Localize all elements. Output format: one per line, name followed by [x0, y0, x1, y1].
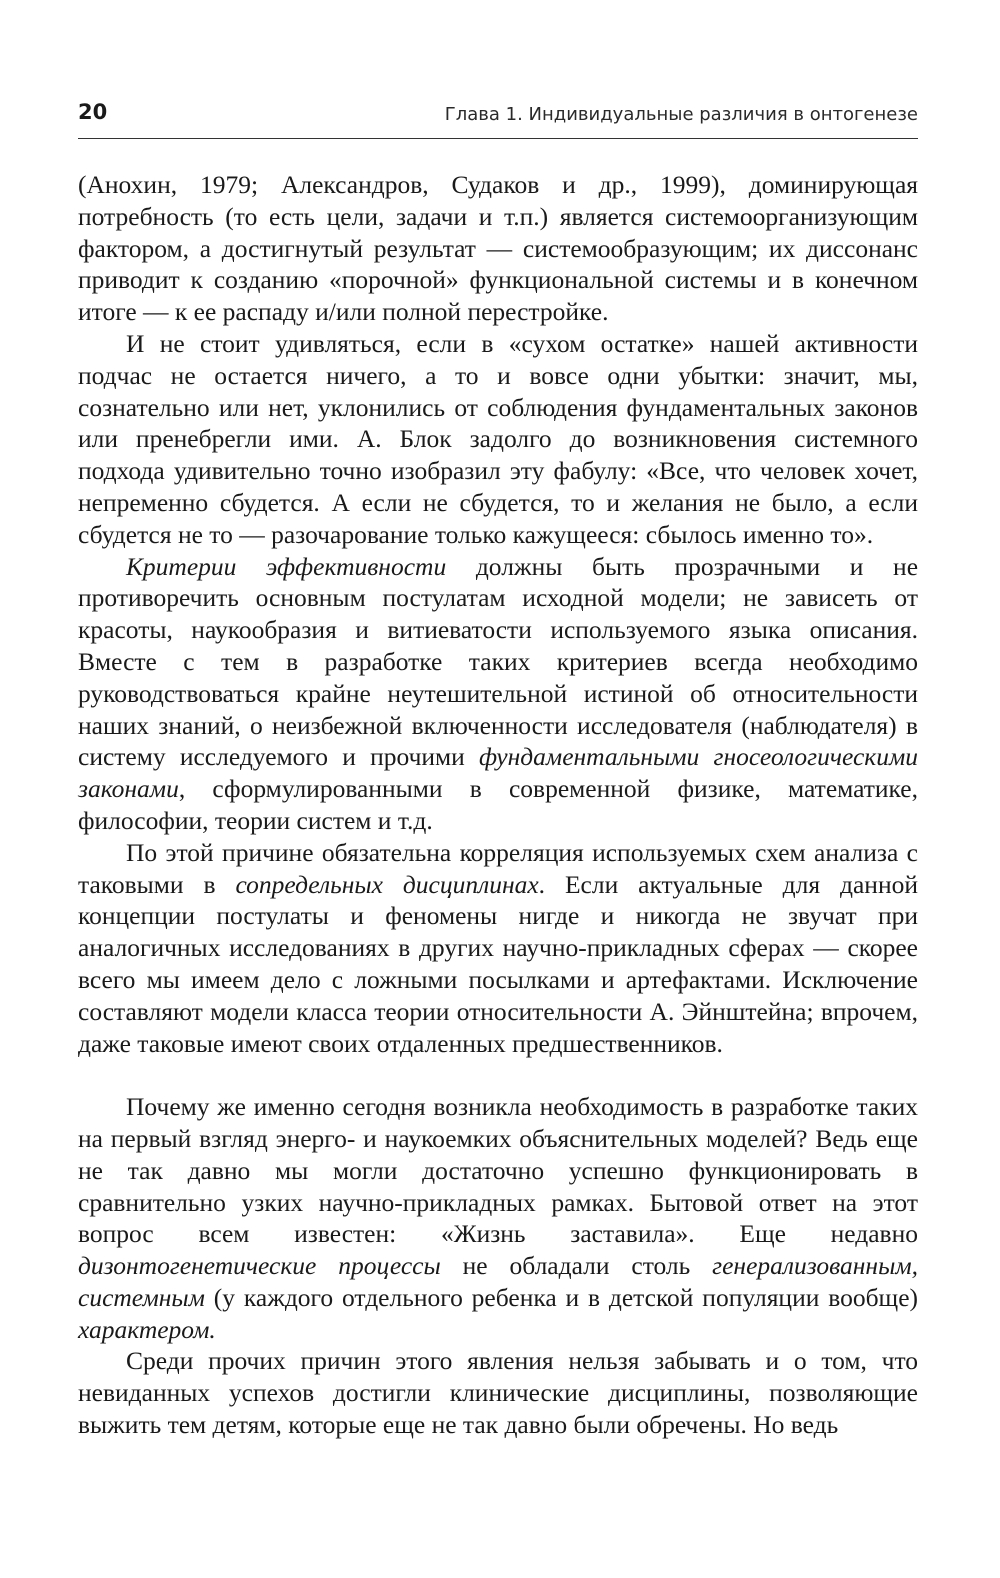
text-run: должны быть прозрачными и не противоречить основным постулатам исходной модели; не зависеть от красоты, наукообразия и витиеватости используемого языка описания. Вместе с тем в разработке таких критериев всегда необходимо руководствоваться крайне неутешительной истиной об относительности наших знаний, о неизбежной включенности исследователя (наблюдателя) в систему исследуемого и прочими [78, 551, 919, 772]
text-run: не обладали столь [440, 1251, 713, 1281]
chapter-running-title: Глава 1. Индивидуальные различия в онтогенезе [444, 104, 918, 125]
paragraph-2 [78, 328, 918, 551]
text-run: (Анохин, 1979; Александров, Судаков и др., 1999), доминирующая потребность (то есть цели, задачи и т.п.) является системоорганизующим фактором, а достигнутый результат — системообразующим; их диссонанс приводит к созданию «порочной» функциональной системы и в конечном итоге — к ее распаду и/или полной перестройке. [78, 170, 918, 327]
italic-term: Критерии эффективности [126, 551, 447, 581]
page-number: 20 [78, 100, 108, 124]
italic-term: сопредельных дисциплинах [235, 869, 539, 899]
page-header [78, 98, 918, 139]
text-run: , сформулированными в современной физике, математике, философии, теории систем и т.д. [78, 774, 918, 835]
body-text [78, 169, 918, 1441]
paragraph-1 [78, 169, 918, 328]
paragraph-4 [78, 837, 918, 1060]
italic-term: дизонтогенетические процессы [78, 1251, 441, 1281]
paragraph-5 [78, 1091, 918, 1345]
italic-term: фундаментальными гносеологическими законами [78, 742, 918, 804]
text-run: И не стоит удивляться, если в «сухом остатке» нашей активности подчас не остается ничего, а то и вовсе одни убытки: значит, мы, сознательно или нет, уклонились от соблюдения фундаментальных законов или пренебрегли ими. А. Блок задолго до возникновения системного подхода удивительно точно изобразил эту фабулу: «Все, что человек хочет, непременно сбудется. А если не сбудется, то и желания не было, а если сбудется не то — разочарование только кажущееся: сбылось именно то». [78, 328, 918, 549]
text-run: По этой причине обязательна корреляция используемых схем анализа с таковыми в [78, 837, 918, 899]
paragraph-6 [78, 1345, 918, 1440]
paragraph-3 [78, 551, 918, 837]
italic-term: генерализованным, системным [78, 1251, 918, 1312]
text-run: Среди прочих причин этого явления нельзя забывать и о том, что невиданных успехов достигли клинические дисциплины, позволяющие выжить тем детям, которые еще не так давно были обречены. Но ведь [78, 1346, 918, 1440]
text-run: . Если актуальные для данной концепции постулаты и феномены нигде и никогда не звучат при аналогичных исследованиях в других научно-прикладных сферах — скорее всего мы имеем дело с ложными посылками и артефактами. Исключение составляют модели класса теории относительности А. Эйнштейна; впрочем, даже таковые имеют своих отдаленных предшественников. [78, 869, 918, 1058]
text-run: (у каждого отдельного ребенка и в детской популяции вообще) [204, 1282, 918, 1312]
text-run: Почему же именно сегодня возникла необходимость в разработке таких на первый взгляд энерго- и наукоемких объяснительных моделей? Ведь еще не так давно мы могли достаточно успешно функционировать в сравнительно узких научно-прикладных рамках. Бытовой ответ на этот вопрос всем известен: «Жизнь заставила». Еще недавно [78, 1092, 918, 1249]
italic-term: характером. [78, 1314, 216, 1344]
